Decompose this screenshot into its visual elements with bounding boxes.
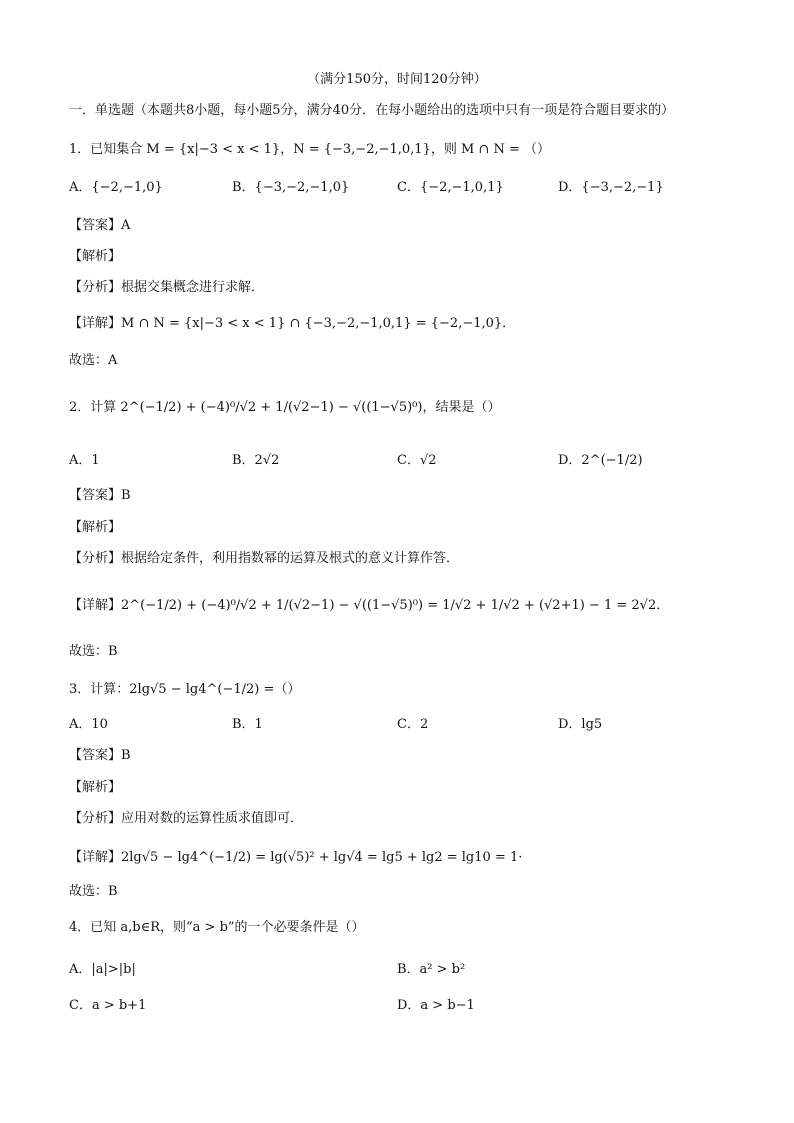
q1-answer: 【答案】A [69,218,131,233]
q1-option-a: A．{−2,−1,0} [69,180,163,195]
q2-option-a: A．1 [69,453,100,468]
q1-option-b: B．{−3,−2,−1,0} [232,180,350,195]
q1-analysis-label: 【解析】 [69,249,122,264]
q4-option-c: C．a > b+1 [69,998,147,1013]
q1-option-c: C．{−2,−1,0,1} [397,180,504,195]
q4-option-d: D．a > b−1 [397,998,475,1013]
q3-choice: 故选：B [69,884,118,899]
q1-choice: 故选：A [69,353,118,368]
q2-answer: 【答案】B [69,488,131,503]
q4-option-b: B．a² > b² [397,962,466,977]
q3-fenxi: 【分析】应用对数的运算性质求值即可． [69,811,304,826]
q3-answer: 【答案】B [69,748,131,763]
q3-analysis-label: 【解析】 [69,780,122,795]
question-4-stem: 4．已知 a,b∈R，则“a > b”的一个必要条件是（） [69,920,365,935]
q2-detail: 【详解】2^(−1/2) + (−4)⁰/√2 + 1/(√2−1) − √((1−√5)⁰) = 1/√2 + 1/√2 + (√2+1) − 1 = 2√2． [69,598,670,613]
question-2-stem: 2．计算 2^(−1/2) + (−4)⁰/√2 + 1/(√2−1) − √((1−√5)⁰)，结果是（） [69,400,501,415]
q2-option-c: C．√2 [397,453,437,468]
q1-fenxi: 【分析】根据交集概念进行求解． [69,280,265,295]
q2-option-d: D．2^(−1/2) [558,453,643,468]
q3-option-a: A．10 [69,717,108,732]
question-3-stem: 3．计算：2lg√5 − lg4^(−1/2) =（） [69,682,301,697]
question-1-stem: 1．已知集合 M = {x|−3 < x < 1}，N = {−3,−2,−1,0,1}，则 M ∩ N = （） [69,142,550,157]
q2-option-b: B．2√2 [232,453,280,468]
section-title: 一．单选题（本题共8小题，每小题5分，满分40分．在每小题给出的选项中只有一项是符合题目要求的） [69,103,675,118]
q3-option-d: D．lg5 [558,717,603,732]
q3-option-b: B．1 [232,717,263,732]
q4-option-a: A．|a|>|b| [69,962,136,977]
exam-header: （满分150分，时间120分钟） [307,72,487,87]
q3-option-c: C．2 [397,717,429,732]
q2-analysis-label: 【解析】 [69,520,122,535]
q3-detail: 【详解】2lg√5 − lg4^(−1/2) = lg(√5)² + lg√4 = lg5 + lg2 = lg10 = 1· [69,850,523,865]
q2-fenxi: 【分析】根据给定条件，利用指数幂的运算及根式的意义计算作答． [69,551,460,566]
q2-choice: 故选：B [69,644,118,659]
q1-detail: 【详解】M ∩ N = {x|−3 < x < 1} ∩ {−3,−2,−1,0,1} = {−2,−1,0}． [69,316,516,331]
q1-option-d: D．{−3,−2,−1} [558,180,664,195]
